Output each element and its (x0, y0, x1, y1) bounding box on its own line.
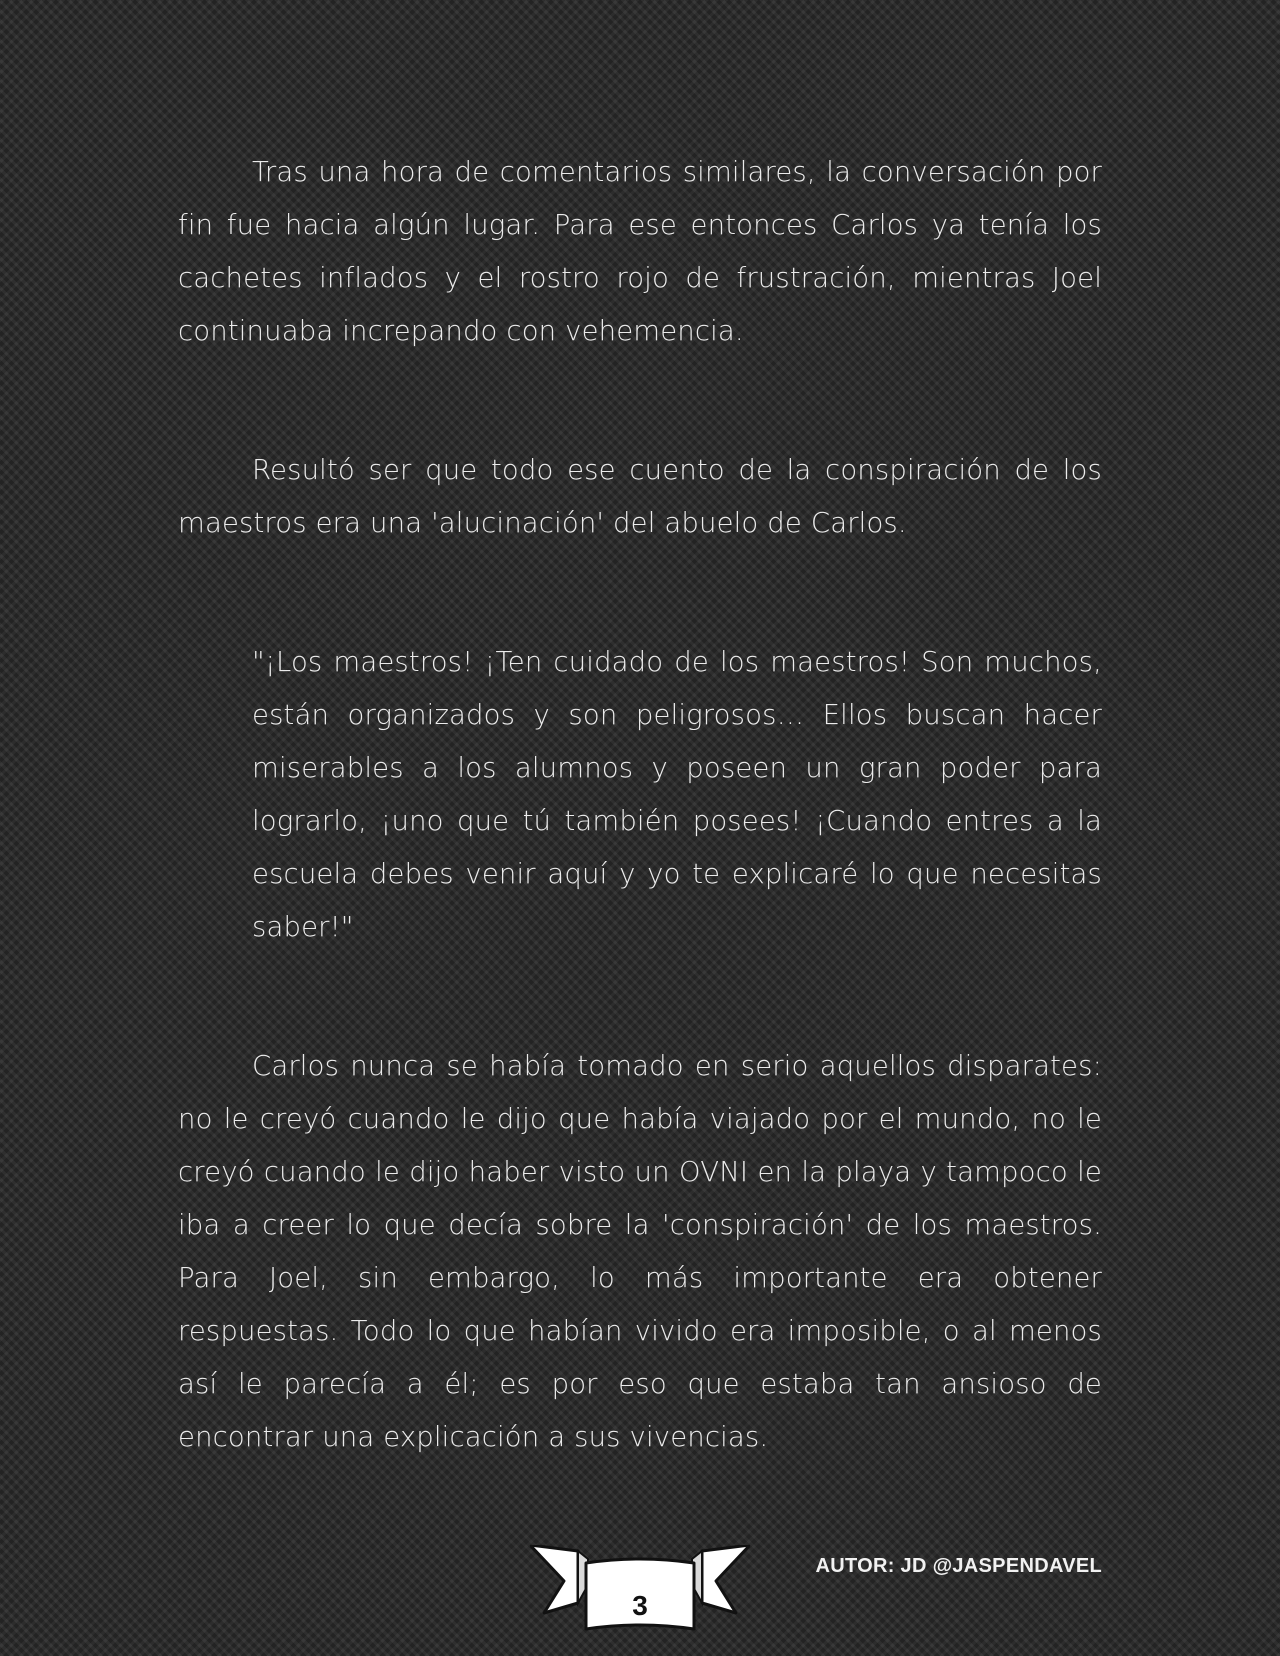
paragraph-4: Carlos nunca se había tomado en serio aquellos disparates: no le creyó cuando le dijo que había viajado por el mundo, no le creyó cuando le dijo haber visto un OVNI en la playa y tampoco le iba a creer lo que decía sobre la 'conspiración' de los maestros. Para Joel, sin embargo, lo más importante era obtener respuestas. Todo lo que habían vivido era imposible, o al menos así le parecía a él; es por eso que estaba tan ansioso de encontrar una explicación a sus vivencias. (178, 1050, 1102, 1453)
page-body (178, 146, 1102, 1464)
page-footer (0, 1545, 1280, 1656)
page-number: 3 (632, 1590, 648, 1621)
paragraph-1: Tras una hora de comentarios similares, la conversación por fin fue hacia algún lugar. Para ese entonces Carlos ya tenía los cachetes inflados y el rostro rojo de frustración, mientras Joel continuaba increpando con vehemencia. (178, 156, 1102, 347)
author-credit: AUTOR: JD @JASPENDAVEL (815, 1555, 1102, 1577)
paragraph-2: Resultó ser que todo ese cuento de la conspiración de los maestros era una 'alucinación' del abuelo de Carlos. (178, 454, 1102, 539)
quote-paragraph: "¡Los maestros! ¡Ten cuidado de los maestros! Son muchos, están organizados y son peligrosos… Ellos buscan hacer miserables a los alumnos y poseen un gran poder para lograrlo, ¡uno que tú también posees! ¡Cuando entres a la escuela debes venir aquí y yo te explicaré lo que necesitas saber!" (252, 646, 1102, 943)
